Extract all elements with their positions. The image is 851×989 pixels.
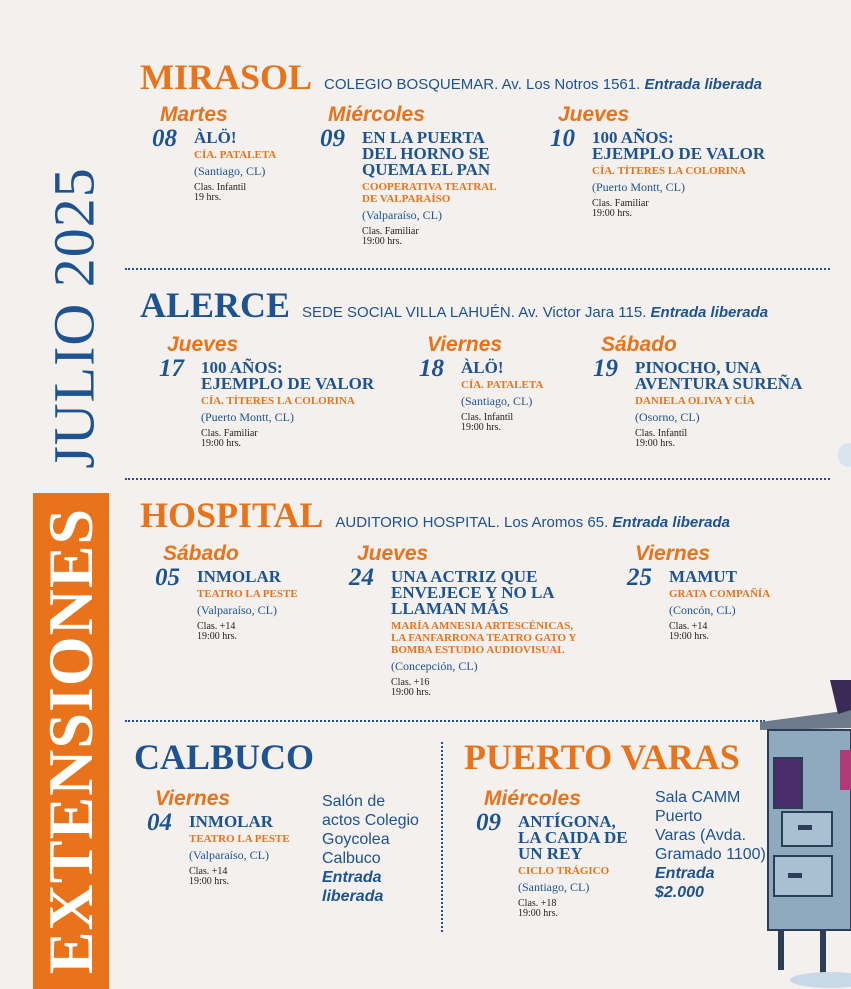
company-line: CÍA. PATALETA xyxy=(461,379,544,391)
title-line: MAMUT xyxy=(669,567,737,586)
event-place: (Valparaíso, CL) xyxy=(197,603,277,617)
event-info xyxy=(669,565,770,642)
company-line: CICLO TRÁGICO xyxy=(518,865,610,877)
event-place: (Valparaíso, CL) xyxy=(189,848,269,862)
company-line: TEATRO LA PESTE xyxy=(189,833,290,845)
entry-line: Entrada xyxy=(322,869,382,886)
event-company xyxy=(201,395,374,407)
event-row xyxy=(593,356,802,449)
venue-line: actos Colegio xyxy=(322,812,419,829)
title-line: ENVEJECE Y NO LA xyxy=(391,583,555,602)
venue-line: Goycolea xyxy=(322,831,390,848)
entry-text: Entrada liberada xyxy=(650,304,769,321)
event-row xyxy=(159,356,374,449)
venue-header-alerce xyxy=(140,284,768,326)
company-line: DE VALPARAÍSO xyxy=(362,193,451,205)
event-card xyxy=(349,543,576,698)
address-text: COLEGIO BOSQUEMAR. Av. Los Notros 1561. xyxy=(324,76,641,93)
event-company xyxy=(461,379,543,391)
event-date: 24 xyxy=(349,564,374,591)
event-card xyxy=(476,788,628,919)
event-time: 19:00 hrs. xyxy=(518,908,558,919)
event-time: 19:00 hrs. xyxy=(391,687,431,698)
decorative-shape xyxy=(826,440,851,470)
event-title xyxy=(194,130,276,146)
title-line: 100 AÑOS: xyxy=(201,358,283,377)
event-day: Jueves xyxy=(558,103,630,126)
event-company xyxy=(592,165,765,177)
event-time: 19:00 hrs. xyxy=(461,422,501,433)
event-row xyxy=(152,126,276,203)
event-day: Viernes xyxy=(155,787,231,810)
event-title xyxy=(635,360,802,392)
event-title xyxy=(592,130,765,162)
event-date: 08 xyxy=(152,125,177,152)
event-classification: Clas. +14 xyxy=(189,866,228,877)
venue-details-puerto-varas xyxy=(655,788,766,902)
puppet-theatre-illustration xyxy=(760,680,851,989)
event-place: (Valparaíso, CL) xyxy=(362,208,442,222)
venue-header-hospital xyxy=(140,494,730,536)
event-classification: Clas. Familiar xyxy=(592,198,649,209)
event-row xyxy=(476,810,628,919)
event-card xyxy=(593,334,802,449)
address-text: AUDITORIO HOSPITAL. Los Aromos 65. xyxy=(335,514,609,531)
month-label: JULIO 2025 xyxy=(41,167,107,469)
event-title xyxy=(362,130,497,178)
venue-name: CALBUCO xyxy=(134,737,315,777)
venue-address xyxy=(324,76,762,93)
event-title xyxy=(391,569,576,617)
event-info xyxy=(194,126,276,203)
event-date: 04 xyxy=(147,809,172,836)
event-time: 19:00 hrs. xyxy=(669,631,709,642)
venue-name: HOSPITAL xyxy=(140,495,324,535)
event-company xyxy=(189,833,290,845)
event-time: 19:00 hrs. xyxy=(197,631,237,642)
event-time: 19:00 hrs. xyxy=(592,208,632,219)
event-place: (Puerto Montt, CL) xyxy=(201,410,294,424)
event-classification: Clas. Infantil xyxy=(461,412,514,423)
event-row xyxy=(147,810,290,887)
event-title xyxy=(201,360,374,392)
entry-line: Entrada xyxy=(655,865,715,882)
company-line: MARÍA AMNESIA ARTESCÉNICAS, xyxy=(391,620,574,632)
company-line: GRATA COMPAÑÍA xyxy=(669,588,771,600)
title-line: ÀLÖ! xyxy=(194,128,237,147)
event-row xyxy=(155,565,298,642)
event-row xyxy=(349,565,576,698)
venue-line: Puerto xyxy=(655,808,703,825)
event-title xyxy=(189,814,290,830)
title-line: DEL HORNO SE xyxy=(362,144,490,163)
company-line: CÍA. TÍTERES LA COLORINA xyxy=(592,165,746,177)
event-day: Viernes xyxy=(635,542,711,565)
title-line: QUEMA EL PAN xyxy=(362,160,491,179)
event-info xyxy=(461,356,543,433)
event-row xyxy=(419,356,543,433)
event-card xyxy=(155,543,298,642)
event-company xyxy=(194,149,276,161)
venue-line: Calbuco xyxy=(322,850,381,867)
event-place: (Concón, CL) xyxy=(669,603,736,617)
event-card xyxy=(419,334,543,433)
title-line: INMOLAR xyxy=(189,812,274,831)
event-place: (Santiago, CL) xyxy=(518,880,590,894)
event-time: 19:00 hrs. xyxy=(635,438,675,449)
title-line: UNA ACTRIZ QUE xyxy=(391,567,538,586)
event-card xyxy=(320,104,497,247)
event-info xyxy=(635,356,802,449)
event-date: 09 xyxy=(320,125,345,152)
entry-text: Entrada liberada xyxy=(644,76,762,93)
title-line: EJEMPLO DE VALOR xyxy=(201,374,375,393)
event-info xyxy=(197,565,298,642)
venue-line: Sala CAMM xyxy=(655,789,741,806)
event-day: Miércoles xyxy=(328,103,425,126)
event-date: 10 xyxy=(550,125,575,152)
title-line: 100 AÑOS: xyxy=(592,128,674,147)
event-day: Martes xyxy=(160,103,228,126)
venue-line: Salón de xyxy=(322,793,386,810)
event-day: Jueves xyxy=(167,333,239,356)
event-time: 19:00 hrs. xyxy=(189,876,229,887)
event-classification: Clas. Familiar xyxy=(362,226,419,237)
event-day: Jueves xyxy=(357,542,429,565)
event-place: (Santiago, CL) xyxy=(461,394,533,408)
company-line: COOPERATIVA TEATRAL xyxy=(362,181,497,193)
event-info xyxy=(189,810,290,887)
event-card xyxy=(152,104,276,203)
title-line: INMOLAR xyxy=(197,567,282,586)
company-line: BOMBA ESTUDIO AUDIOVISUAL xyxy=(391,644,565,656)
venue-address xyxy=(335,514,730,531)
venue-details-calbuco xyxy=(322,792,419,906)
company-line: DANIELA OLIVA Y CÍA xyxy=(635,395,755,407)
venue-name: PUERTO VARAS xyxy=(464,737,740,777)
event-info xyxy=(391,565,576,698)
event-company xyxy=(635,395,802,407)
venue-name: ALERCE xyxy=(140,285,291,325)
event-date: 25 xyxy=(627,564,652,591)
title-line: AVENTURA SUREÑA xyxy=(635,374,803,393)
event-title xyxy=(669,569,770,585)
event-row xyxy=(320,126,497,247)
venue-line: Gramado 1100) xyxy=(655,846,766,863)
title-line: EN LA PUERTA xyxy=(362,128,485,147)
section-divider xyxy=(125,268,830,270)
event-row xyxy=(627,565,770,642)
event-title xyxy=(197,569,298,585)
event-place: (Osorno, CL) xyxy=(635,410,700,424)
event-time: 19:00 hrs. xyxy=(201,438,241,449)
event-classification: Clas. Infantil xyxy=(635,428,688,439)
event-company xyxy=(669,588,770,600)
event-card xyxy=(159,334,374,449)
event-classification: Clas. +16 xyxy=(391,677,430,688)
event-row xyxy=(550,126,765,219)
event-day: Sábado xyxy=(601,333,677,356)
event-time: 19:00 hrs. xyxy=(362,236,402,247)
venue-header-calbuco xyxy=(134,736,314,778)
event-time: 19 hrs. xyxy=(194,192,222,203)
event-title xyxy=(461,360,543,376)
company-line: TEATRO LA PESTE xyxy=(197,588,298,600)
event-card xyxy=(147,788,290,887)
event-company xyxy=(362,181,497,205)
entry-line: liberada xyxy=(322,888,384,905)
venue-line: Varas (Avda. xyxy=(655,827,747,844)
event-place: (Santiago, CL) xyxy=(194,164,266,178)
section-divider xyxy=(125,720,765,722)
event-company xyxy=(518,865,628,877)
event-info xyxy=(592,126,765,219)
title-line: LA CAIDA DE xyxy=(518,828,628,847)
event-day: Sábado xyxy=(163,542,239,565)
company-line: LA FANFARRONA TEATRO GATO Y xyxy=(391,632,577,644)
event-classification: Clas. +18 xyxy=(518,898,557,909)
event-title xyxy=(518,814,628,862)
event-company xyxy=(197,588,298,600)
event-company xyxy=(391,620,576,656)
event-classification: Clas. +14 xyxy=(197,621,236,632)
entry-line: $2.000 xyxy=(655,884,704,901)
venue-header-mirasol xyxy=(140,56,762,98)
event-date: 19 xyxy=(593,355,618,382)
title-line: PINOCHO, UNA xyxy=(635,358,762,377)
title-line: LLAMAN MÁS xyxy=(391,599,509,618)
event-card xyxy=(550,104,765,219)
title-line: EJEMPLO DE VALOR xyxy=(592,144,766,163)
event-classification: Clas. Familiar xyxy=(201,428,258,439)
title-line: UN REY xyxy=(518,844,583,863)
event-date: 09 xyxy=(476,809,501,836)
title-line: ANTÍGONA, xyxy=(518,812,616,831)
section-divider xyxy=(125,478,830,480)
event-place: (Puerto Montt, CL) xyxy=(592,180,685,194)
event-info xyxy=(518,810,628,919)
event-place: (Concepción, CL) xyxy=(391,659,478,673)
event-day: Miércoles xyxy=(484,787,581,810)
venue-header-puerto-varas xyxy=(464,736,740,778)
event-date: 05 xyxy=(155,564,180,591)
side-banner-label: EXTENSIONES xyxy=(35,507,106,975)
company-line: CÍA. PATALETA xyxy=(194,149,277,161)
company-line: CÍA. TÍTERES LA COLORINA xyxy=(201,395,355,407)
event-card xyxy=(627,543,770,642)
venue-name: MIRASOL xyxy=(140,57,313,97)
event-day: Viernes xyxy=(427,333,503,356)
event-info xyxy=(201,356,374,449)
entry-text: Entrada liberada xyxy=(612,514,730,531)
event-classification: Clas. +14 xyxy=(669,621,708,632)
event-date: 18 xyxy=(419,355,444,382)
event-date: 17 xyxy=(159,355,184,382)
address-text: SEDE SOCIAL VILLA LAHUÉN. Av. Victor Jara 115. xyxy=(302,304,647,321)
venue-address xyxy=(302,304,768,321)
title-line: ÀLÖ! xyxy=(461,358,504,377)
event-classification: Clas. Infantil xyxy=(194,182,247,193)
column-divider xyxy=(441,742,443,932)
event-info xyxy=(362,126,497,247)
